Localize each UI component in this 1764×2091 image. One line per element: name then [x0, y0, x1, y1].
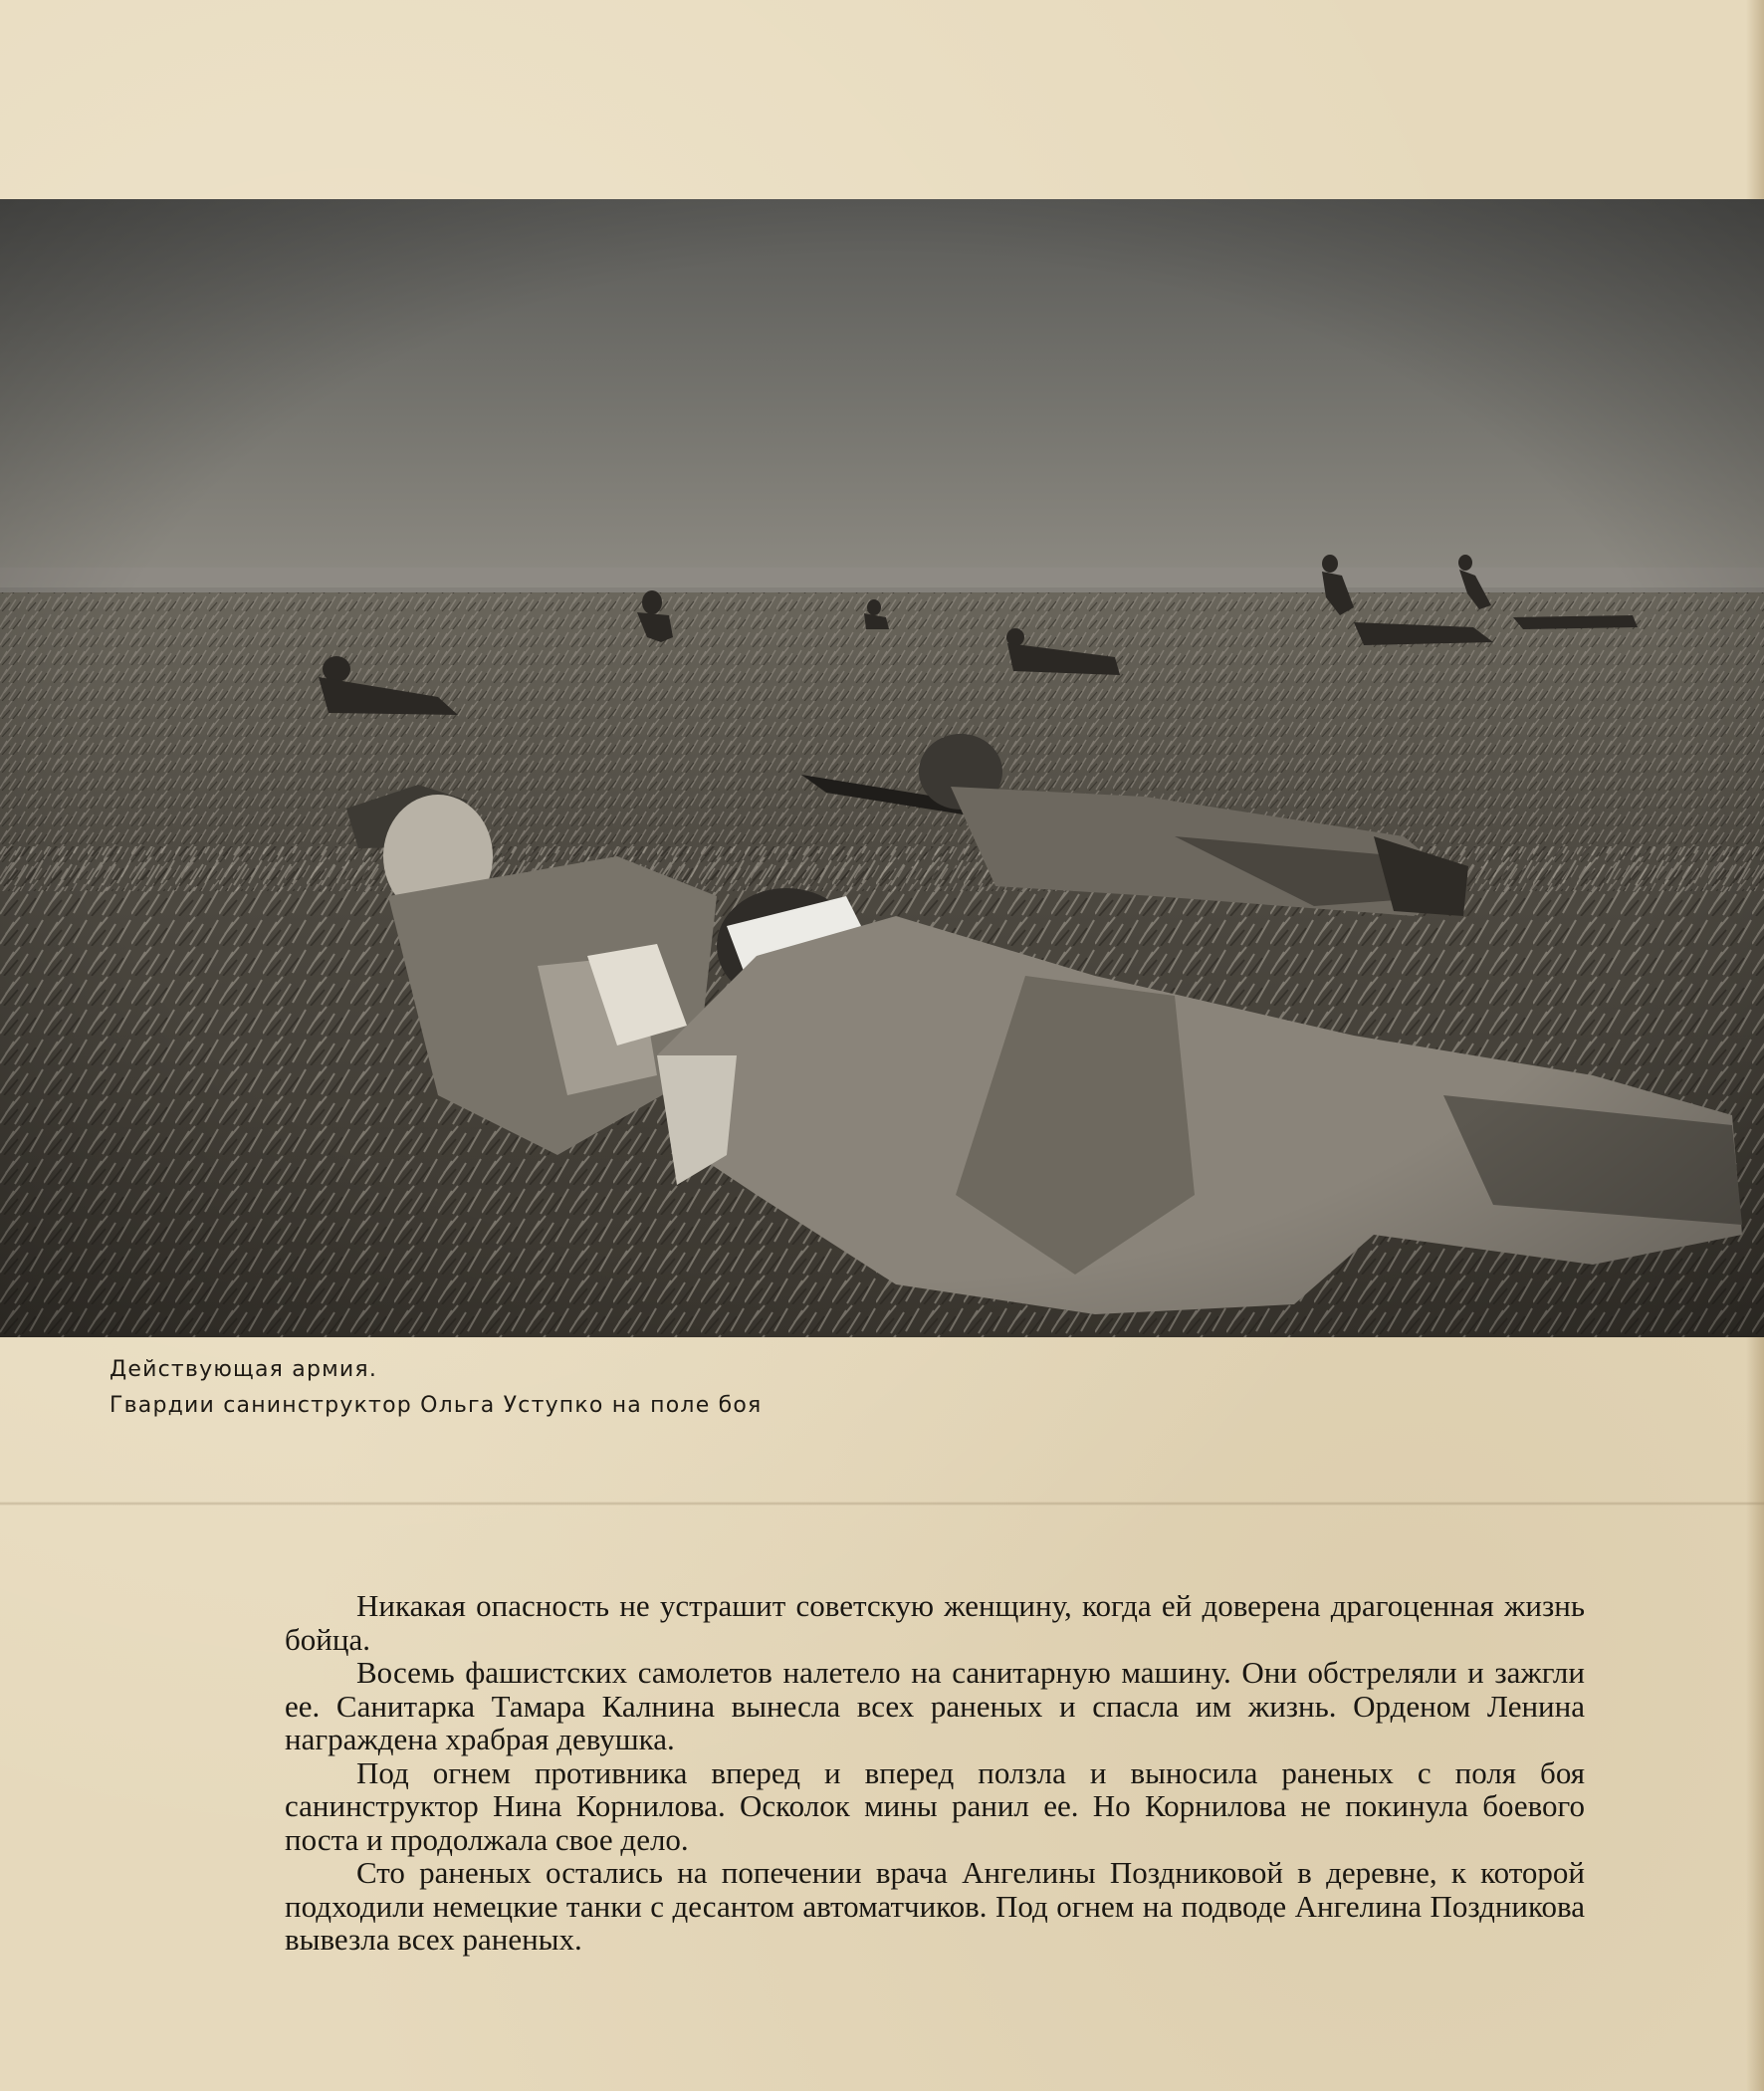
photo-caption: [110, 1352, 1005, 1424]
paragraph: Восемь фашистских самолетов налетело на санитарную машину. Они обстреляли и зажгли ее. Санитарка Тамара Калнина вынесла всех раненых и спасла им жизнь. Орденом Ленина награждена храбрая девушка.: [285, 1655, 1585, 1756]
paper-crease: [0, 1502, 1764, 1506]
paragraph: Сто раненых остались на попечении врача Ангелины Поздниковой в деревне, к которой подходили немецкие танки с десантом автоматчиков. Под огнем на подводе Ангелина Поздникова вывезла всех раненых.: [285, 1855, 1585, 1957]
article-body: [285, 1589, 1585, 1957]
paragraph: Никакая опасность не устрашит советскую женщину, когда ей доверена драгоценная жизнь бойца.: [285, 1588, 1585, 1657]
war-photograph: [0, 199, 1764, 1337]
caption-line-2: Гвардии санинструктор Ольга Уступко на поле боя: [110, 1393, 763, 1418]
paragraph: Под огнем противника вперед и вперед ползла и выносила раненых с поля боя санинструктор Нина Корнилова. Осколок мины ранил ее. Но Корнилова не покинула боевого поста и продолжала свое дело.: [285, 1754, 1585, 1857]
caption-line-1: Действующая армия.: [110, 1357, 378, 1382]
photograph-illustration: [0, 199, 1764, 1337]
